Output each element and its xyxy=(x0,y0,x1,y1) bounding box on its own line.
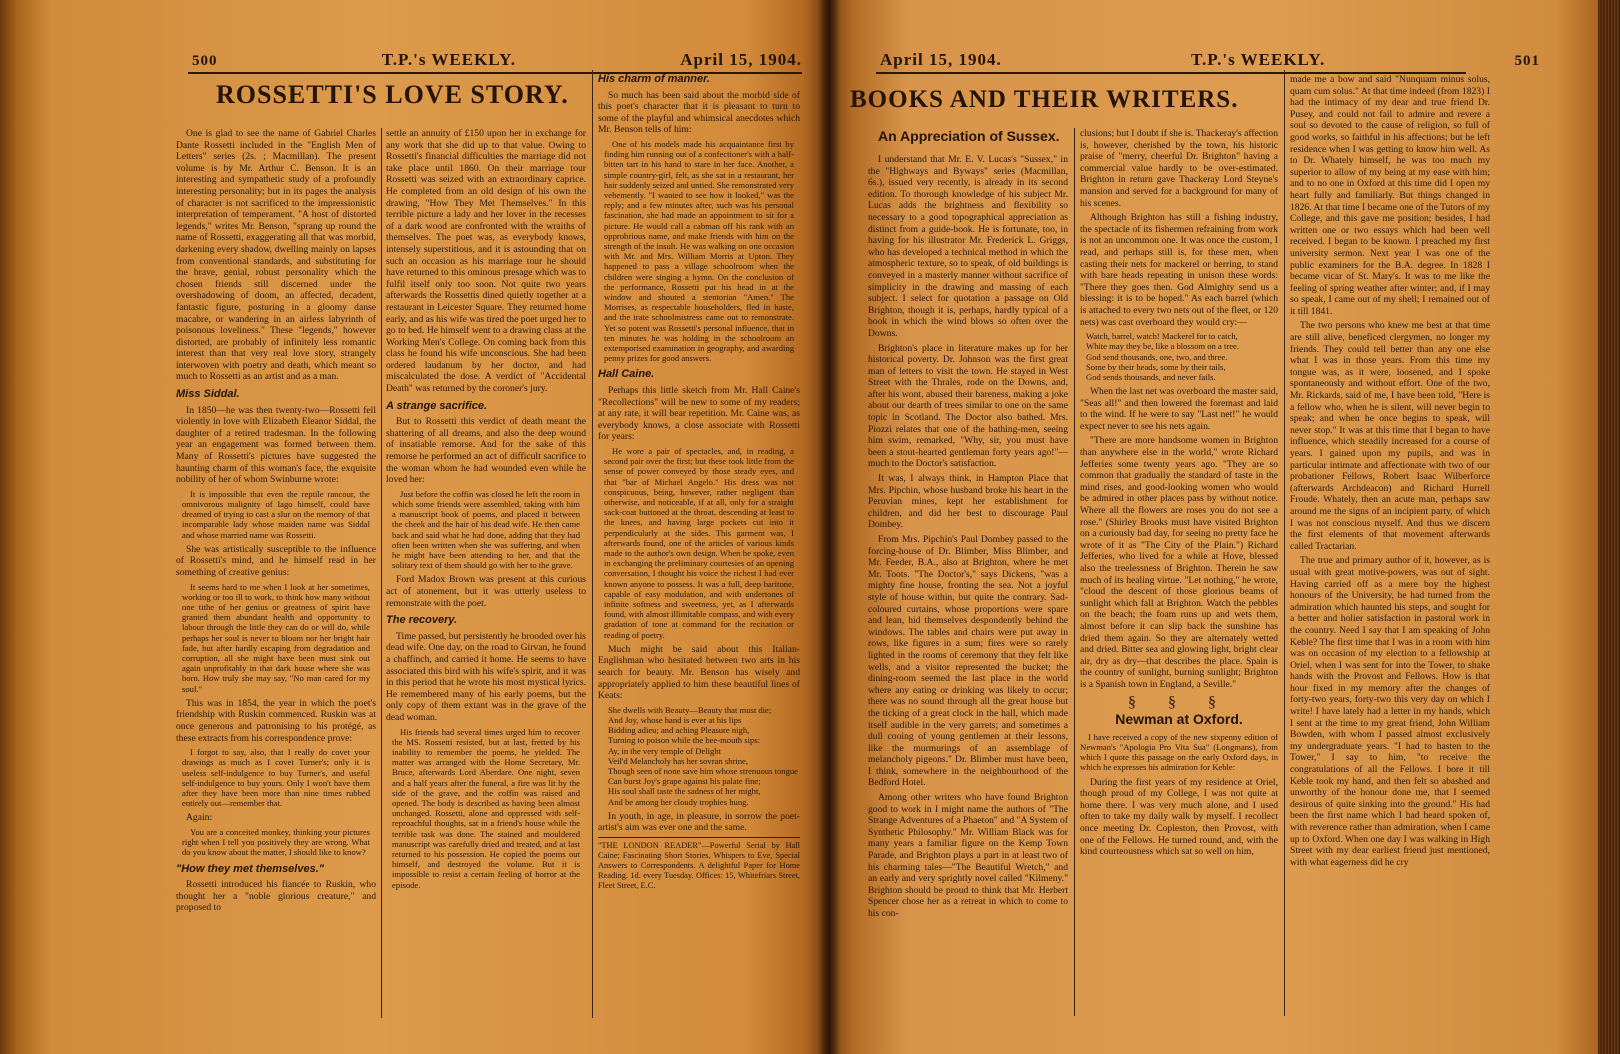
subheading-miss-siddal: Miss Siddal. xyxy=(176,388,240,401)
paragraph: In 1850—he was then twenty-two—Rossetti fell violently in love with Elizabeth Eleanor Siddal, the daughter of a retired tradesman. In the following year an engagement was formed between them. Many of Rossetti's pictures have suggested the haunting charm of this woman's face, the exquisite nobility of her of whom Swinburne wrote: xyxy=(176,404,376,486)
verse-line: Watch, barrel, watch! Mackerel for to catch, xyxy=(1086,331,1238,342)
block-quote: One of his models made his acquaintance first by finding him running out of a confectioner's with a half-bitten tart in his hand to stare in her face. Another, a simple country-girl, felt, as she sat in a restaurant, her hair suddenly seized and untied. She remonstrated very vehemently. "I wanted to see how it looked," was the reply; and a few minutes after, such was his personal fascination, she had made an appointment to sit for a picture. He would call a cabman off his rank with an opprobrious name, and make friends with him on the strength of the insult. He was walking on one occasion with Mr. and Mrs. William Morris at Upton. They happened to pass a village schoolroom when the children were singing a hymn. On the conclusion of the performance, Rossetti put his head in at the window and shouted a stentorian "Amen." The Morrises, as respectable householders, fled in haste, and the irate schoolmistress came out to remonstrate. Yet so potent was Rossetti's personal influence, that in ten minutes he was holding in the schoolroom an extemporised examination in geography, and awarding penny prizes for good answers. xyxy=(604,138,794,364)
block-quote: It seems hard to me when I look at her sometimes, working or too ill to work, to think how many without one tithe of her genius or greatness of spirit have granted them abundant health and opportunity to labour through the little they can do or will do, while perhaps her soul is never to bloom nor her bright hair fade, but after hardly escaping from degradation and corruption, all she might have been must sink out again unprofitably in that dark house where she was born. How truly she may say, "No man cared for my soul." xyxy=(182,581,370,694)
right-page-number: 501 xyxy=(1514,53,1540,69)
poem-line: His soul shall taste the sadness of her might, xyxy=(608,786,761,797)
poem-line: Veil'd Melancholy has her sovran shrine, xyxy=(608,755,748,766)
paragraph: Although Brighton has still a fishing industry, the spectacle of its fishermen refraining from work is not an uncommon one. It was once the custom, I read, and perhaps still is, for these men, when casting their nets for mackerel or herring, to stand with bare heads repeating in unison these words: "There they goes then. God Almighty send us a blessing: it is to be hoped." As each barrel (which is attached to every two nets out of the fleet, or 120 nets) was cast overboard they would cry:— xyxy=(1080,212,1278,328)
block-quote: Just before the coffin was closed he left the room in which some friends were assembled, taking with him a manuscript book of poems, and placed it between the cheek and the hair of his dead wife. He then came back and said what he had done, adding that they had often been written when she was suffering, and when he might have been attending to her, and that the solitary text of them should go with her to the grave. xyxy=(392,488,580,571)
subheading-how-they-met: "How they met themselves." xyxy=(176,862,324,875)
left-column-1 xyxy=(176,128,376,917)
poem-line: And Joy, whose hand is ever at his lips xyxy=(608,715,742,726)
paragraph: Ford Madox Brown was present at this curious act of atonement, but it was utterly useless to remonstrate with the poet. xyxy=(386,574,586,609)
paragraph: Perhaps this little sketch from Mr. Hall Caine's "Recollections" will be new to some of my readers; at any rate, it will bear repetition. Mr. Caine was, as everybody knows, a close associate with Rossetti for years: xyxy=(598,385,800,443)
paragraph: So much has been said about the morbid side of this poet's character that it is pleasant to turn to some of the playful and whimsical anecdotes which Mr. Benson tells of him: xyxy=(598,89,800,136)
subheading-hall-caine: Hall Caine. xyxy=(598,368,655,381)
subheading-charm-of-manner: His charm of manner. xyxy=(598,73,710,85)
poem-line: Turning to poison while the bee-mouth sips: xyxy=(608,735,760,746)
page-stack-right-edge xyxy=(1598,0,1620,1054)
poem-line: Ay, in the very temple of Delight xyxy=(608,745,721,756)
paragraph: Again: xyxy=(186,812,213,824)
right-page-header xyxy=(880,40,1540,70)
paragraph: I understand that Mr. E. V. Lucas's "Sussex," in the "Highways and Byways" series (Macmillan, 6s.), issued very recently, is already in its second edition. To thorough knowledge of his subject Mr. Lucas adds the brightness and flexibility so necessary to a good topographical appreciation as distinct from a guide-book. He is fortunate, too, in having for his illustrator Mr. Frederick L. Griggs, who has developed a technical method in which the atmospheric texture, so to speak, of old buildings is conveyed in a masterly manner without sacrifice of simplicity in the drawing and massing of each subject. I select for quotation a passage on Old Brighton, though it is, perhaps, hardly typical of a book in which the wind blows so often over the Downs. xyxy=(868,154,1068,339)
paragraph: clusions; but I doubt if she is. Thackeray's affection is, however, cherished by the town, his historic praise of "merry, cheerful Dr. Brighton" having a commercial value hardly to be over-estimated. Brighton in return gave Thackeray Lord Steyne's mansion and served for a background for many of his scenes. xyxy=(1080,128,1278,209)
column-divider xyxy=(1074,128,1075,1016)
paragraph: Time passed, but persistently he brooded over his dead wife. One day, on the road to Girvan, he found a chaffinch, and carried it home. He seems to have associated this bird with his wife's spirit, and it was in this period that he wrote his most mystical lyrics. He remembered many of his early poems, but the only copy of them extant was in the grave of the dead woman. xyxy=(386,630,586,723)
column-divider xyxy=(1284,70,1285,1016)
paragraph: In youth, in age, in pleasure, in sorrow the poet-artist's aim was ever one and the same. xyxy=(598,810,800,834)
verse-line: God sends thousands, and never fails. xyxy=(1086,371,1216,382)
article-title: ROSSETTI'S LOVE STORY. xyxy=(216,80,569,109)
section-title: BOOKS AND THEIR WRITERS. xyxy=(850,86,1239,113)
paragraph: made me a bow and said "Nunquam minus solus, quam cum solus." At that time indeed (from 1823) I had the intimacy of my dear and true friend Dr. Pusey, and could not fail to admire and revere a soul so devoted to the cause of religion, so full of good works, so faithful in his affections; but he left residence when I was getting to know him well. As to Dr. Whately himself, he was too much my superior to allow of my being at my ease with him; and to no one in Oxford at this time did I open my heart fully and familiarly. But things changed in 1826. At that time I became one of the Tutors of my College, and this gave me position; besides, I had written one or two essays which had been well received. I began to be known. I preached my first university sermon. Next year I was one of the public examiners for the B.A. degree. In 1828 I became vicar of St. Mary's. It was to me like the feeling of spring weather after winter; and, if I may so speak, I came out of my shell; I remained out of it till 1841. xyxy=(1290,74,1490,317)
left-column-3 xyxy=(598,74,800,894)
book-gutter xyxy=(818,0,840,1054)
column-divider xyxy=(592,70,593,1018)
left-page-header xyxy=(192,40,802,70)
paragraph: It was, I always think, in Hampton Place that Mrs. Pipchin, whose husband broke his heart in the Peruvian mines, kept her establishment for children, and did her best to discourage Paul Dombey. xyxy=(868,473,1068,531)
verse-line: White may they be, like a blossom on a tree. xyxy=(1086,341,1239,352)
block-quote: He wore a pair of spectacles, and, in reading, a second pair over the first; but these took little from the sense of power conveyed by those steady eyes, and that "bar of Michael Angelo." His dress was not conspicuous, being, however, rather negligent than otherwise, and noticeable, if at all, only for a straight sack-coat buttoned at the throat, descending at least to the knees, and having large pockets cut into it perpendicularly at the sides. This garment was, I afterwards found, one of the articles of various kinds made to the author's own design. When he spoke, even in exchanging the preliminary courtesies of an opening conversation, I thought his voice the richest I had ever known anyone to possess. It was a full, deep baritone, capable of easy modulation, and with undertones of infinite softness and sweetness, yet, as I afterwards found, with almost illimitable compass, and with every gradation of tone at command for the recitation or reading of poetry. xyxy=(604,446,794,640)
block-quote: It is impossible that even the reptile rancour, the omnivorous malignity of Iago himself, could have dreamed of trying to cast a slur on the memory of that incomparable lady whose maiden name was Siddal and whose married name was Rossetti. xyxy=(182,488,370,540)
intro-note: I have received a copy of the new sixpenny edition of Newman's "Apologia Pro Vita Sua" (Longmans), from which I quote this passage on the early Oxford days, in which he expresses his admiration for Keble: xyxy=(1080,731,1278,773)
right-page xyxy=(828,0,1620,1054)
left-running-title: T.P.'s WEEKLY. xyxy=(381,50,517,69)
verse-line: God send thousands, one, two, and three. xyxy=(1086,351,1228,362)
right-column-2 xyxy=(1080,128,1278,861)
paragraph: Brighton's place in literature makes up for her historical poverty. Dr. Johnson was the first great man of letters to visit the town. He stayed in West Street with the Thrales, rode on the Downs, and, after his wont, abused their bareness, making a joke about our dearth of trees similar to one on the same topic in Scotland. The Doctor also bathed. Mrs. Piozzi relates that one of the bathing-men, seeing him swim, remarked, "Why, sir, you must have been a stout-hearted gentleman forty years ago!"—much to the Doctor's satisfaction. xyxy=(868,342,1068,470)
paragraph: The true and primary author of it, however, as is usual with great motive-powers, was out of sight. Having carried off as a mere boy the highest honours of the University, he had turned from the admiration which haunted his steps, and sought for a better and holier satisfaction in pastoral work in the country. Need I say that I am speaking of John Keble? The first time that I was in a room with him was on occasion of my election to a fellowship at Oriel, when I was sent for into the Tower, to shake hands with the Provost and Fellows. How is that hour fixed in my memory after the changes of forty-two years, forty-two this very day on which I write! I have lately had a letter in my hands, which I sent at the time to my great friend, John William Bowden, with whom I passed almost exclusively my undergraduate years. "I had to hasten to the Tower," I say to him, "to receive the congratulations of all the Fellows. I bore it till Keble took my hand, and then felt so abashed and unworthy of the honour done me, that I seemed desirous of quite sinking into the ground." His had been the first name which I had heard spoken of, with reverence rather than admiration, when I came up to Oxford. When one day I was walking in High Street with my dear earliest friend just mentioned, with what eagerness did he cry xyxy=(1290,555,1490,868)
column-divider xyxy=(381,128,382,1018)
subheading-strange-sacrifice: A strange sacrifice. xyxy=(386,399,488,412)
paragraph: From Mrs. Pipchin's Paul Dombey passed to the forcing-house of Dr. Blimber, Miss Blimber, and Mr. Feeder, B.A., also at Brighton, where he met Mr. Toots. "The Doctor's," says Dickens, "was a mighty fine house, fronting the sea. Not a joyful style of house within, but quite the contrary. Sad-coloured curtains, whose proportions were spare and lean, hid themselves despondently behind the windows. The tables and chairs were put away in rows, like figures in a sum; fires were so rarely lighted in the rooms of ceremony that they felt like wells, and a visitor represented the bucket; the dining-room seemed the last place in the world where any eating or drinking was likely to occur; there was no sound through all the great house but the ticking of a great clock in the hall, which made itself audible in the very garrets; and sometimes a dull cooing of young gentlemen at their lessons, like the murmurings of an assemblage of melancholy pigeons." Dr. Blimber must have been, I think, somewhere in the neighbourhood of the Bedford Hotel. xyxy=(868,534,1068,789)
subheading-sussex: An Appreciation of Sussex. xyxy=(878,128,1060,144)
block-quote: I forgot to say, also, that I really do covet your drawings as much as I covet Turner's; only it is useless self-indulgence to buy Turner's, and useful self-indulgence to buy yours. Only I won't have them after they have been more than nine times rubbed entirely out—remember that. xyxy=(182,747,370,809)
right-column-1 xyxy=(868,154,1068,923)
poem-line: She dwells with Beauty—Beauty that must die; xyxy=(608,704,772,715)
paragraph: Much might be said about this Italian-Englishman who hesitated between two arts in his search for beauty. Mr. Benson has wisely and appropriately applied to him these beautiful lines of Keats: xyxy=(598,643,800,702)
subheading-newman: Newman at Oxford. xyxy=(1115,711,1243,728)
block-quote: You are a conceited monkey, thinking your pictures right when I tell you positively they are wrong. What do you know about the matter, I should like to know? xyxy=(182,827,370,858)
fishermen-verse xyxy=(1086,331,1278,382)
paragraph: settle an annuity of £150 upon her in exchange for any work that she did up to that value. Owing to Rossetti's financial difficulties the marriage did not take place until 1860. On their marriage tour Rossetti was seized with an extraordinary caprice. He completed from an old design of his own the drawing, "How They Met Themselves." In this terrible picture a lady and her lover in the recesses of a dark wood are confronted with the wraiths of themselves. The poet was, as everybody knows, intensely superstitious, and it is astounding that on such an occasion as his marriage tour he should have returned to this ominous presage which was to fulfil itself only too soon. Not quite two years afterwards the Rossettis dined quietly together at a restaurant in Leicester Square. They returned home early, and as his wife was tired the poet urged her to go to bed. He himself went to a drawing class at the Working Men's College. On coming back from this class he found his wife unconscious. She had been ordered laudanum by her doctor, and had miscalculated the dose. A verdict of "Accidental Death" was returned by the coroner's jury. xyxy=(386,128,586,395)
advertisement: "THE LONDON READER"—Powerful Serial by Hall Caine; Fascinating Short Stories, Whispers to Eve, Special Answers to Correspondents. A delightful Paper for Home Reading. 1d. every Tuesday. Offices: 15, Whitefriars Street, Fleet Street, E.C. xyxy=(598,837,800,891)
left-column-2 xyxy=(386,128,586,894)
left-page-number: 500 xyxy=(192,53,218,69)
right-column-3 xyxy=(1290,74,1490,871)
paragraph: But to Rossetti this verdict of death meant the shattering of all dreams, and also the deep wound of insatiable remorse. And for the sake of this remorse he performed an act of difficult sacrifice to the woman whom he had wounded even while he loved her: xyxy=(386,416,586,486)
right-page-date: April 15, 1904. xyxy=(880,50,1002,69)
poem-line: Bidding adieu; and aching Pleasure nigh, xyxy=(608,725,750,736)
subheading-the-recovery: The recovery. xyxy=(386,614,458,627)
right-running-title: T.P.'s WEEKLY. xyxy=(1190,50,1326,69)
paragraph: During the first years of my residence at Oriel, though proud of my College, I was not quite at home there. I was very much alone, and I used often to take my daily walk by myself. I recollect once meeting Dr. Copleston, then Provost, with one of the Fellows. He turned round, and, with the kind courteousness which sat so well on him, xyxy=(1080,776,1278,858)
paragraph: Rossetti introduced his fiancée to Ruskin, who thought her a "noble glorious creature," and proposed to xyxy=(176,879,376,914)
section-ornament: § § § xyxy=(1128,693,1230,711)
paragraph: "There are more handsome women in Brighton than anywhere else in the world," wrote Richard Jefferies some twenty years ago. "They are so common that gradually the standard of taste in the mind rises, and good-looking women who would be admired in other places pass by without notice. Where all the flowers are roses you do not see a rose." (Shirley Brooks must have visited Brighton on a curiously bad day, for seeing no pretty face he wrote of it as "The City of the Plain.") Richard Jefferies, who lived for a while at Hove, blessed also the treelessness of Brighton. Therein he saw much of its healing virtue. "Let nothing," he wrote, "cloud the descent of those glorious beams of sunlight which fall at Brighton. Watch the pebbles on the beach; the foam runs up and wets them, almost before it can slip back the sunshine has dried them again. So they are alternately wetted and dried. Bitter sea and glowing light, bright clear air, dry as dry—that describes the place. Spain is the country of sunlight, burning sunlight; Brighton is a Spanish town in England, a Seville." xyxy=(1080,435,1278,690)
poem-line: Though seen of none save him whose strenuous tongue xyxy=(608,766,798,777)
verse-line: Some by their heads, some by their tails, xyxy=(1086,361,1226,372)
paragraph: This was in 1854, the year in which the poet's friendship with Ruskin commenced. Ruskin was at once generous and patronising to his protégé, as these extracts from his correspondence prove: xyxy=(176,697,376,744)
paragraph: Among other writers who have found Brighton good to work in I might name the authors of "The Strange Adventures of a Phaeton" and "A System of Synthetic Philosophy." Mr. William Black was for many years a familiar figure on the Kemp Town Parade, and Brighton plays a part in at least two of his charming tales—"The Beautiful Wretch," and an early and very sprightly novel called "Kilmeny." Brighton should be proud to think that Mr. Herbert Spencer chose her as a retreat in which to come to his con- xyxy=(868,792,1068,919)
paragraph: The two persons who knew me best at that time are still alive, beneficed clergymen, no longer my friends. They could tell better than any one else what I was in those years. From this time my tongue was, as it were, loosened, and I spoke spontaneously and without effort. One of the two, Mr. Rickards, said of me, I have been told, "Here is a fellow who, when he is silent, will never begin to speak; and when he once begins to speak, will never stop." It was at this time that I began to have influence, which steadily increased for a course of years. I gained upon my pupils, and was in particular intimate and affectionate with two of our probationer Fellows, Robert Isaac Wilberforce (afterwards Archdeacon) and Richard Hurrell Froude. Whately, then an acute man, perhaps saw around me the signs of an incipient party, of which I was not conscious myself. And thus we discern the first elements of that movement afterwards called Tractarian. xyxy=(1290,320,1490,552)
keats-poem xyxy=(608,705,800,807)
left-page-date: April 15, 1904. xyxy=(680,50,802,69)
paragraph: When the last net was overboard the master said, "Seas all!" and then lowered the foremast and laid to the wind. If he were to say "Last net!" he would expect never to see his nets again. xyxy=(1080,386,1278,432)
block-quote: His friends had several times urged him to recover the MS. Rossetti resisted, but at last, fretted by his inability to remember the poems, he yielded. The matter was arranged with the Home Secretary, Mr. Bruce, afterwards Lord Aberdare. One night, seven and a half years after the funeral, a fire was lit by the side of the grave, and the coffin was raised and opened. The body is described as having been almost unchanged. Rossetti, alone and oppressed with self-reproachful thoughts, sat in a friend's house while the terrible task was done. The stained and mouldered manuscript was carefully dried and treated, and at last returned to his possession. He copied the poems out himself, and destroyed the volume. But it is impossible to resist a certain feeling of horror at the episode. xyxy=(392,726,580,890)
paragraph: She was artistically susceptible to the influence of Rossetti's mind, and he himself read in her something of creative genius: xyxy=(176,543,376,579)
paragraph: One is glad to see the name of Gabriel Charles Dante Rossetti included in the "English Men of Letters" series (2s. ; Macmillan). The present volume is by Mr. Arthur C. Benson. It is an interesting and sympathetic study of a profoundly interesting personality; but in its pages the analysis of character is not sacrificed to the impressionistic interpretation of temperament. "A host of distorted legends," writes Mr. Benson, "sprang up round the name of Rossetti, exaggerating all that was morbid, darkening every shadow, dwelling mainly on lapses from conventional standards, and substituting for the brave, genial, robust personality which the chosen friends still discerned under the overshadowing of doom, an affected, decadent, fantastic figure, posturing in a gloomy danse macabre, or wandering in an airless labyrinth of poisonous loveliness." These "legends," however distorted, are probably of infinitely less romantic interest than that very real love story, strangely interwoven with poetry and death, which meant so much to Rossetti as an artist and as a man. xyxy=(176,128,376,383)
poem-line: Can burst Joy's grape against his palate fine; xyxy=(608,776,761,787)
poem-line: And be among her cloudy trophies hung. xyxy=(608,796,749,807)
